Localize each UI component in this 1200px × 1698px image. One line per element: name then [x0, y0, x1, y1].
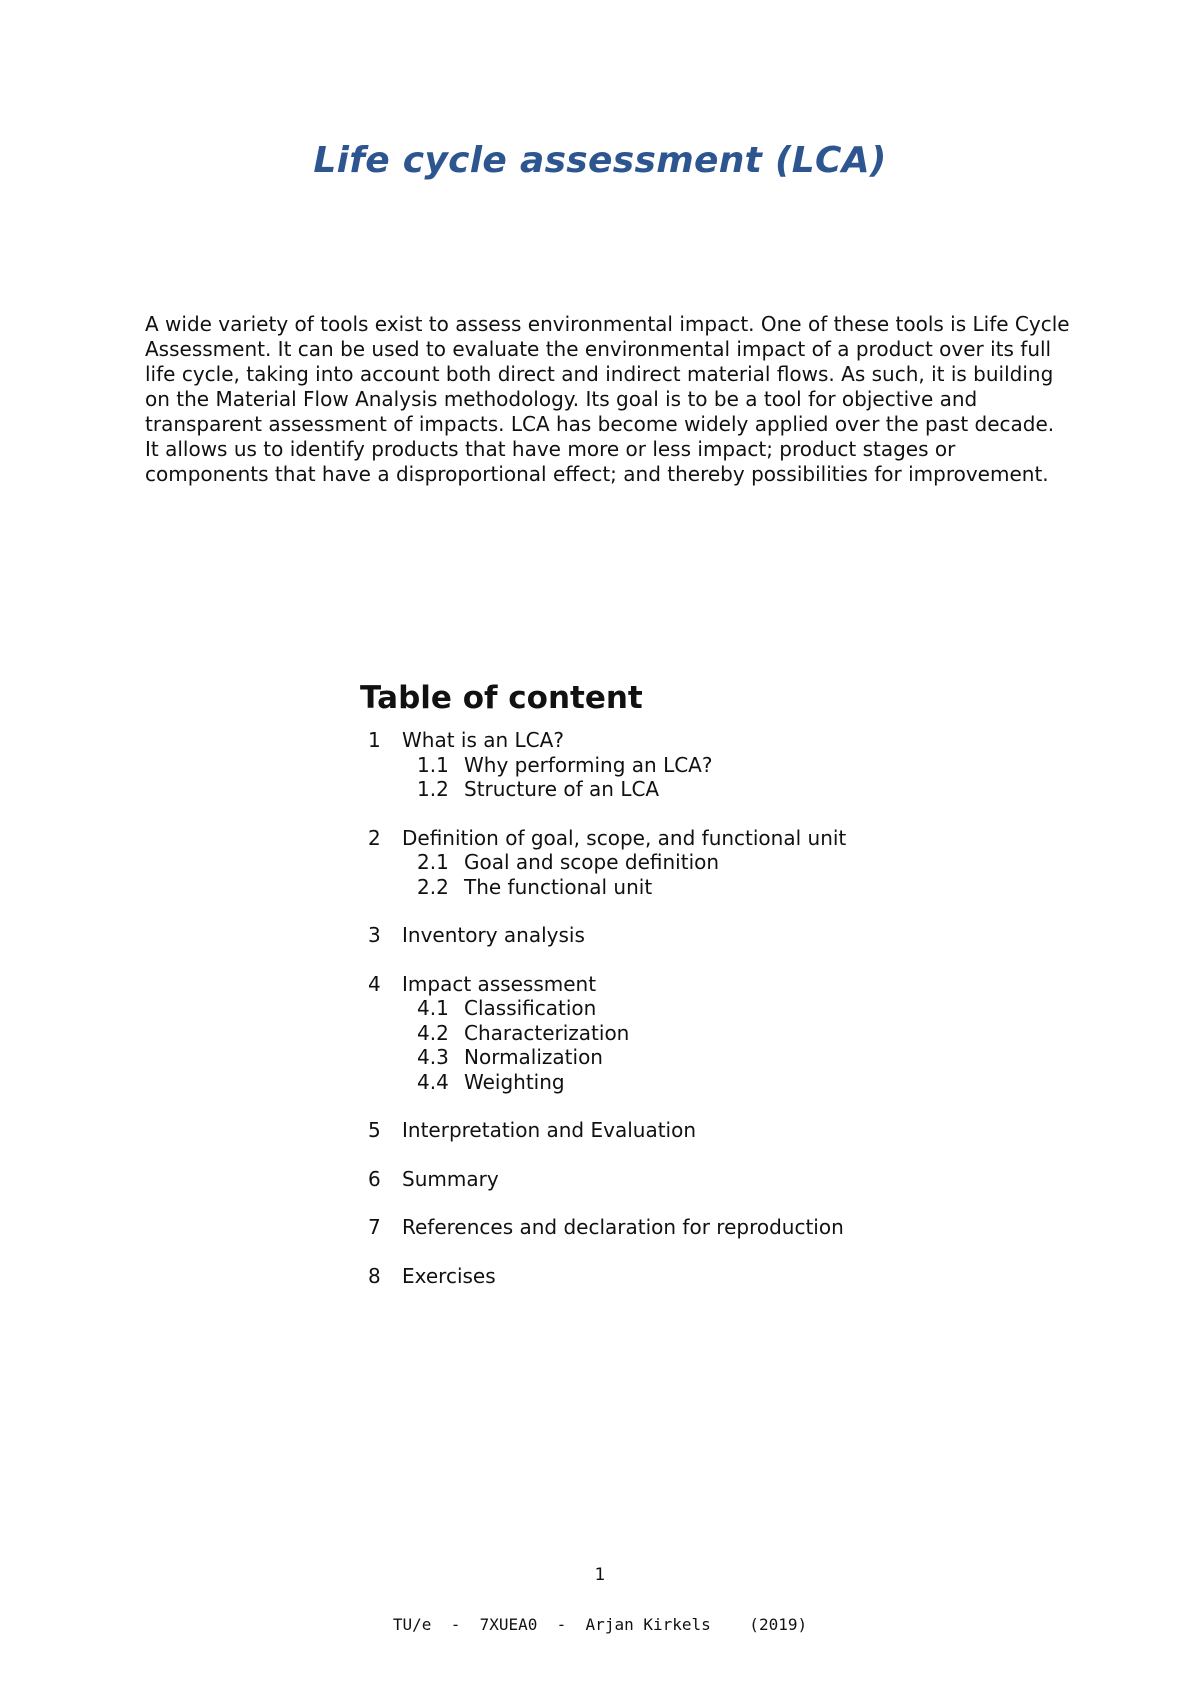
toc-subentry	[360, 1070, 960, 1095]
toc-subentry-number: 4.1	[417, 996, 449, 1020]
toc-entry	[360, 1264, 960, 1289]
toc-subentry-label: Characterization	[464, 1020, 630, 1045]
toc-entry	[360, 1118, 960, 1143]
toc-chapter	[360, 1167, 960, 1192]
toc-subentry-label: Classification	[464, 996, 597, 1020]
toc-entry-label: Interpretation and Evaluation	[402, 1118, 697, 1142]
toc-subentry-number: 1.1	[417, 752, 449, 777]
toc-entry-label: What is an LCA?	[402, 728, 564, 752]
page-footer: TU/e - 7XUEA0 - Arjan Kirkels (2019)	[392, 1615, 808, 1634]
toc-subentry	[360, 1021, 960, 1046]
toc-entry	[360, 923, 960, 948]
toc-entry-label: Impact assessment	[402, 971, 597, 996]
toc-entry-number: 6	[368, 1166, 381, 1191]
toc-chapter	[360, 1264, 960, 1289]
toc-subentry	[360, 875, 960, 900]
toc-entry	[360, 972, 960, 997]
toc-entry	[360, 728, 960, 753]
toc-entry	[360, 826, 960, 851]
toc-subentry-label: The functional unit	[464, 874, 653, 899]
toc-subentry	[360, 753, 960, 778]
toc-subentry-label: Normalization	[464, 1045, 603, 1069]
toc-subentry-label: Structure of an LCA	[464, 777, 660, 801]
toc-subentry-number: 2.2	[417, 874, 449, 899]
toc-subentry	[360, 1045, 960, 1070]
toc-chapter	[360, 1118, 960, 1143]
toc-subentry-label: Goal and scope definition	[464, 850, 720, 874]
toc-subentry-label: Weighting	[464, 1069, 565, 1094]
toc-entry-number: 4	[368, 971, 381, 996]
toc-subentry-number: 4.2	[417, 1020, 449, 1045]
toc-subentry-number: 1.2	[417, 777, 449, 801]
toc-subentry-number: 4.4	[417, 1069, 449, 1094]
toc-entry-label: Exercises	[402, 1263, 496, 1288]
toc-chapter	[360, 923, 960, 948]
toc-entry-number: 8	[368, 1263, 381, 1288]
toc-subentry-number: 4.3	[417, 1045, 449, 1069]
toc-entry-label: Definition of goal, scope, and functional unit	[402, 825, 847, 850]
toc-heading: Table of content	[360, 680, 643, 716]
toc-chapter	[360, 972, 960, 1095]
page-number: 1	[594, 1565, 606, 1585]
toc-subentry-number: 2.1	[417, 850, 449, 874]
toc-subentry	[360, 850, 960, 875]
toc-entry-number: 5	[368, 1118, 381, 1142]
toc-subentry-label: Why performing an LCA?	[464, 752, 713, 777]
toc-chapter	[360, 1215, 960, 1240]
toc-list	[360, 728, 960, 1288]
toc-subentry	[360, 996, 960, 1021]
toc-entry-label: References and declaration for reproduction	[402, 1215, 844, 1239]
toc-entry-label: Inventory analysis	[402, 923, 585, 947]
table-of-contents	[360, 678, 960, 1312]
toc-entry	[360, 1215, 960, 1240]
document-title: Life cycle assessment (LCA)	[313, 140, 887, 181]
toc-subentry	[360, 777, 960, 802]
toc-entry-label: Summary	[402, 1166, 499, 1191]
intro-paragraph: A wide variety of tools exist to assess environmental impact. One of these tools is Life Cycle Assessment. It can be used to evaluate the environmental impact of a product over its full life cycle, taking into account both direct and indirect material flows. As such, it is building on the Material Flow Analysis methodology. Its goal is to be a tool for objective and transparent assessment of impacts. LCA has become widely applied over the past decade. It allows us to identify products that have more or less impact; product stages or components that have a disproportional effect; and thereby possibilities for improvement.	[145, 312, 1070, 486]
toc-chapter	[360, 728, 960, 802]
toc-entry-number: 1	[368, 728, 381, 752]
toc-entry-number: 2	[368, 825, 381, 850]
toc-entry	[360, 1167, 960, 1192]
toc-entry-number: 3	[368, 923, 381, 947]
toc-entry-number: 7	[368, 1215, 381, 1239]
toc-chapter	[360, 826, 960, 900]
